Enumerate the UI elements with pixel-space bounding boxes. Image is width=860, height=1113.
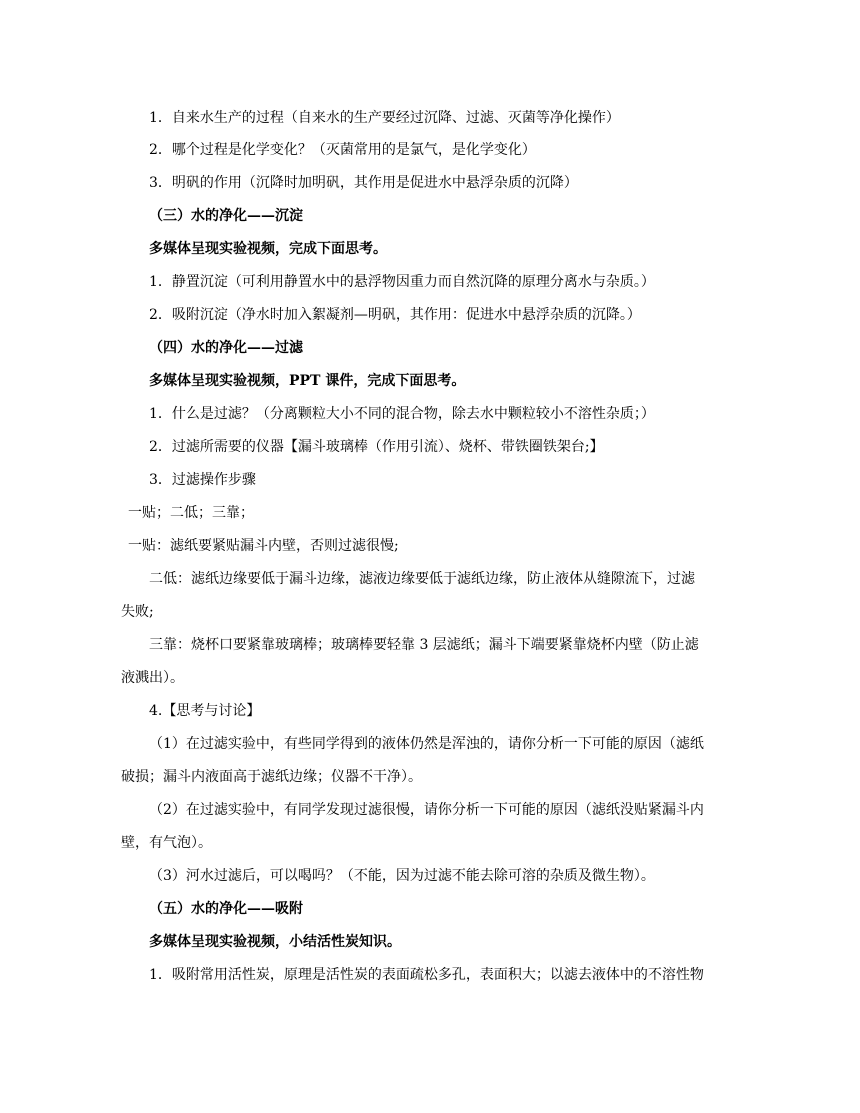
text-line: 1．自来水生产的过程（自来水的生产要经过沉降、过滤、灭菌等净化操作） (149, 110, 620, 126)
text-line: 2．过滤所需要的仪器【漏斗玻璃棒（作用引流）、烧杯、带铁圈铁架台;】 (149, 439, 604, 455)
text-line: 2．哪个过程是化学变化？（灭菌常用的是氯气，是化学变化） (149, 142, 536, 158)
text-line: 4.【思考与讨论】 (149, 703, 261, 719)
text-line: 3．过滤操作步骤 (149, 472, 256, 488)
text-line: 壁，有气泡）。 (121, 835, 212, 851)
bold-instruction: 多媒体呈现实验视频，PPT 课件，完成下面思考。 (149, 373, 466, 389)
bold-instruction: 多媒体呈现实验视频，完成下面思考。 (149, 241, 387, 257)
section-heading: （四）水的净化——过滤 (149, 340, 303, 356)
text-line: 一贴；二低；三靠； (128, 505, 254, 521)
text-line: 一贴：滤纸要紧贴漏斗内壁，否则过滤很慢; (128, 538, 399, 554)
bold-instruction: 多媒体呈现实验视频，小结活性炭知识。 (149, 934, 401, 950)
text-line: 1．什么是过滤？（分离颗粒大小不同的混合物，除去水中颗粒较小不溶性杂质；） (149, 406, 655, 422)
text-line: 液溅出）。 (121, 670, 184, 686)
section-heading: （五）水的净化——吸附 (149, 901, 303, 917)
text-line: （3）河水过滤后，可以喝吗？（不能，因为过滤不能去除可溶的杂质及微生物）。 (149, 868, 655, 884)
text-line: （2）在过滤实验中，有同学发现过滤很慢，请你分析一下可能的原因（滤纸没贴紧漏斗内 (149, 802, 704, 818)
text-line: 3．明矾的作用（沉降时加明矾，其作用是促进水中悬浮杂质的沉降） (149, 175, 578, 191)
text-line: 三靠：烧杯口要紧靠玻璃棒；玻璃棒要轻靠 3 层滤纸；漏斗下端要紧靠烧杯内壁（防止滤 (149, 637, 699, 653)
text-line: 失败; (121, 604, 154, 620)
section-heading: （三）水的净化——沉淀 (149, 208, 303, 224)
text-line: 1．静置沉淀（可利用静置水中的悬浮物因重力而自然沉降的原理分离水与杂质。） (149, 274, 655, 290)
text-line: 破损；漏斗内液面高于滤纸边缘；仪器不干净）。 (121, 769, 422, 785)
text-line: 1．吸附常用活性炭，原理是活性炭的表面疏松多孔，表面积大；以滤去液体中的不溶性物 (149, 967, 704, 983)
text-line: （1）在过滤实验中，有些同学得到的液体仍然是浑浊的，请你分析一下可能的原因（滤纸 (149, 736, 704, 752)
text-line: 二低：滤纸边缘要低于漏斗边缘，滤液边缘要低于滤纸边缘，防止液体从缝隙流下，过滤 (149, 571, 695, 587)
text-line: 2．吸附沉淀（净水时加入絮凝剂—明矾，其作用：促进水中悬浮杂质的沉降。） (149, 307, 641, 323)
